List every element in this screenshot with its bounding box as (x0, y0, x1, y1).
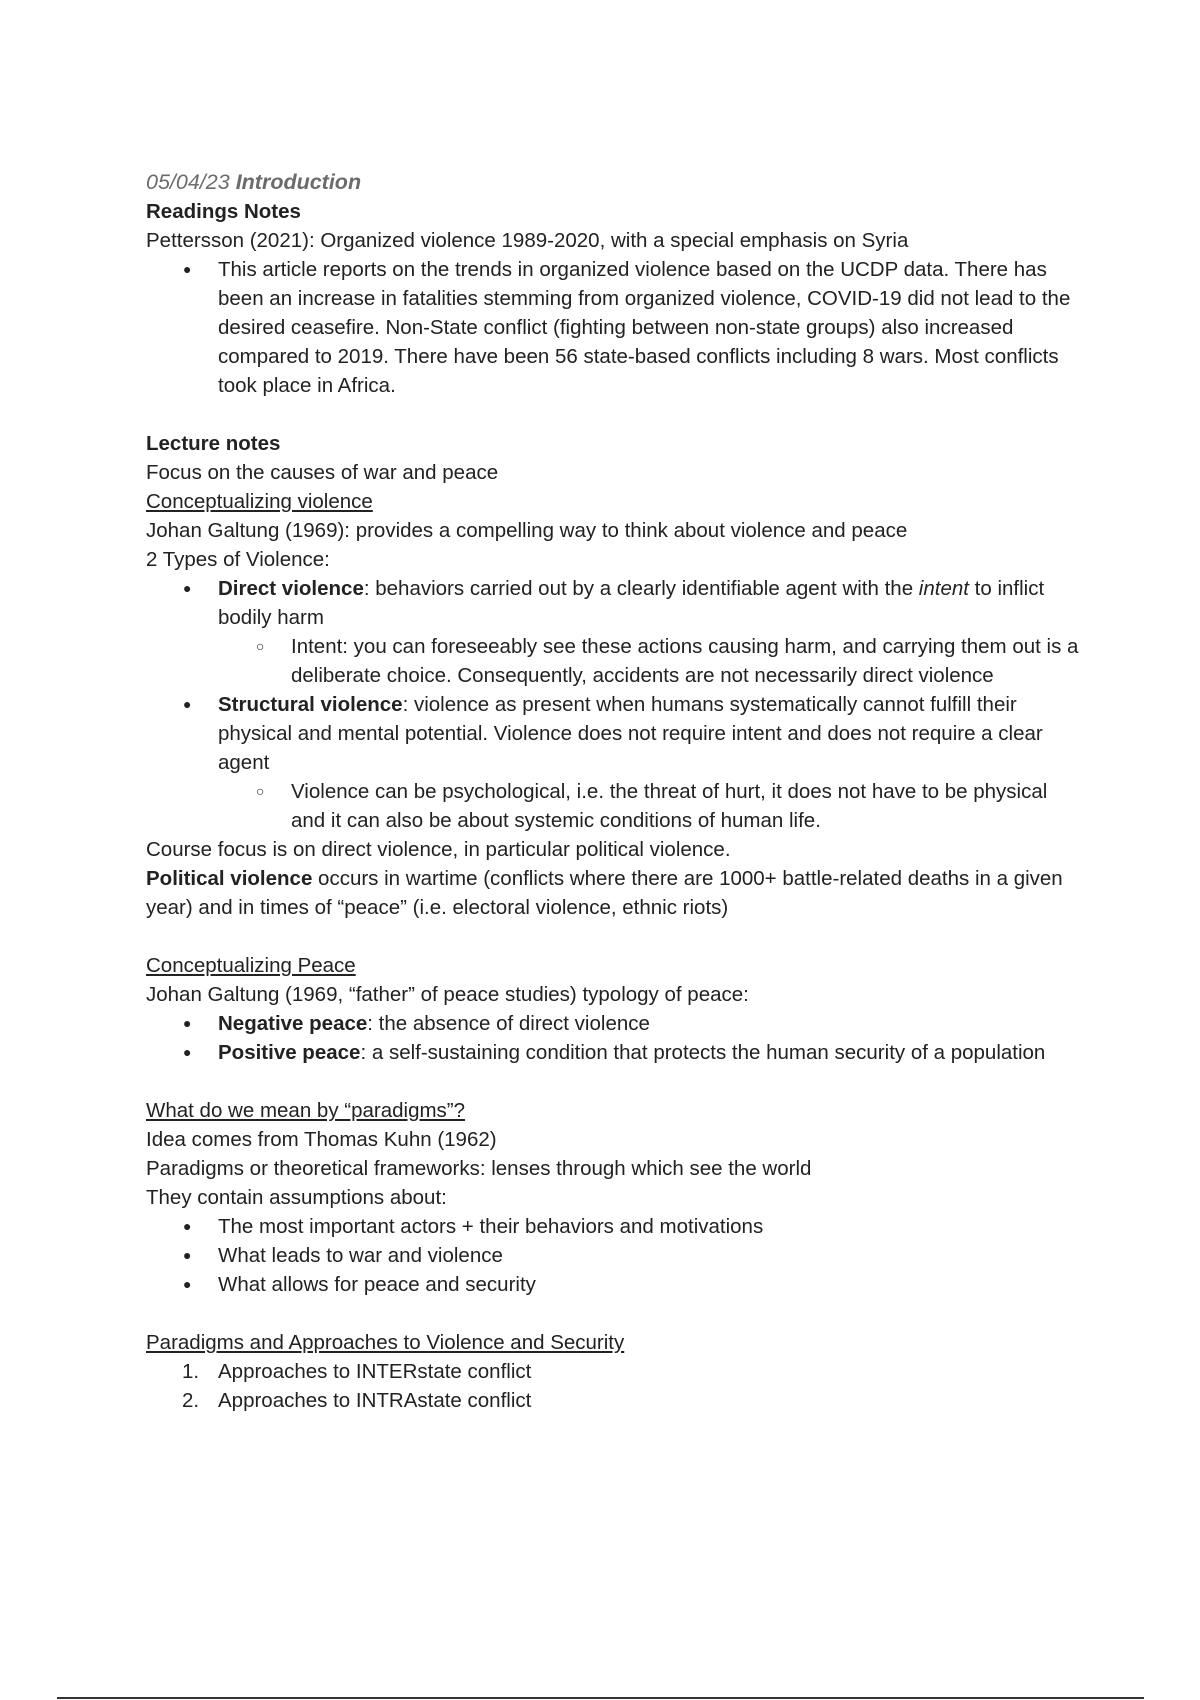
political-violence (146, 864, 1081, 922)
term: Negative peace (218, 1012, 368, 1035)
emphasis: intent (918, 577, 969, 600)
violence-types-list (146, 574, 1081, 835)
footer-divider (57, 1697, 1144, 1699)
term: Structural violence (218, 693, 403, 716)
lecture-heading: Lecture notes (146, 432, 281, 455)
paradigms-line: Paradigms or theoretical frameworks: lenses through which see the world (146, 1157, 812, 1180)
item-number: 1. (182, 1360, 200, 1383)
term: Positive peace (218, 1041, 361, 1064)
approaches-subheading: Paradigms and Approaches to Violence and Security (146, 1331, 625, 1354)
galtung-line: Johan Galtung (1969): provides a compelling way to think about violence and peace (146, 519, 908, 542)
paradigms-line: They contain assumptions about: (146, 1186, 447, 1209)
term: Political violence (146, 867, 313, 890)
item-text: Approaches to INTRAstate conflict (218, 1389, 532, 1412)
definition-text: to inflict bodily harm (218, 577, 1045, 629)
list-item: ● What allows for peace and security (146, 1270, 1081, 1299)
assumptions-list (146, 1212, 1081, 1299)
sub-list (146, 632, 1081, 690)
peace-subheading: Conceptualizing Peace (146, 954, 356, 977)
definition-text: : a self-sustaining condition that protects the human security of a population (360, 1041, 1046, 1064)
list-item: ● What leads to war and violence (146, 1241, 1081, 1270)
list-item-negative-peace (146, 1009, 1081, 1038)
numbered-item (146, 1386, 1081, 1415)
document-page (146, 168, 1081, 1415)
sub-list-item: ○ Intent: you can foreseeably see these actions causing harm, and carrying them out is a deliberate choice. Consequently, accidents are not necessarily direct violence (146, 632, 1081, 690)
sub-list (146, 777, 1081, 835)
list-item-structural-violence (146, 690, 1081, 835)
date: 05/04/23 (146, 170, 230, 194)
list-item-positive-peace (146, 1038, 1081, 1067)
course-focus: Course focus is on direct violence, in particular political violence. (146, 838, 731, 861)
peace-intro: Johan Galtung (1969, “father” of peace studies) typology of peace: (146, 983, 749, 1006)
types-line: 2 Types of Violence: (146, 548, 330, 571)
readings-heading: Readings Notes (146, 200, 301, 223)
definition-text: : behaviors carried out by a clearly identifiable agent with the (363, 577, 919, 600)
list-item-direct-violence (146, 574, 1081, 690)
approaches-list (146, 1357, 1081, 1415)
sub-list-item: ○ Violence can be psychological, i.e. the threat of hurt, it does not have to be physical and it can also be about systemic conditions of human life. (146, 777, 1081, 835)
paradigms-line: Idea comes from Thomas Kuhn (1962) (146, 1128, 497, 1151)
violence-subheading: Conceptualizing violence (146, 490, 373, 513)
readings-list (146, 255, 1081, 400)
numbered-item (146, 1357, 1081, 1386)
lecture-focus: Focus on the causes of war and peace (146, 461, 499, 484)
peace-list (146, 1009, 1081, 1067)
section-title: Introduction (235, 170, 362, 194)
definition-text: : the absence of direct violence (367, 1012, 650, 1035)
term: Direct violence (218, 577, 364, 600)
date-heading (146, 168, 1081, 197)
paradigms-subheading: What do we mean by “paradigms”? (146, 1099, 466, 1122)
definition-text: occurs in wartime (conflicts where there are 1000+ battle-related deaths in a given year) and in times of “peace” (i.e. electoral violence, ethnic riots) (146, 867, 1063, 919)
list-item: ● The most important actors + their behaviors and motivations (146, 1212, 1081, 1241)
definition-text: : violence as present when humans systematically cannot fulfill their physical and mental potential. Violence does not require intent and does not require a clear agent (218, 693, 1043, 774)
item-text: Approaches to INTERstate conflict (218, 1360, 532, 1383)
readings-citation: Pettersson (2021): Organized violence 1989-2020, with a special emphasis on Syria (146, 229, 909, 252)
list-item: ● This article reports on the trends in organized violence based on the UCDP data. There has been an increase in fatalities stemming from organized violence, COVID-19 did not lead to the desired ceasefire. Non-State conflict (fighting between non-state groups) also increased compared to 2019. There have been 56 state-based conflicts including 8 wars. Most conflicts took place in Africa. (146, 255, 1081, 400)
item-number: 2. (182, 1389, 200, 1412)
